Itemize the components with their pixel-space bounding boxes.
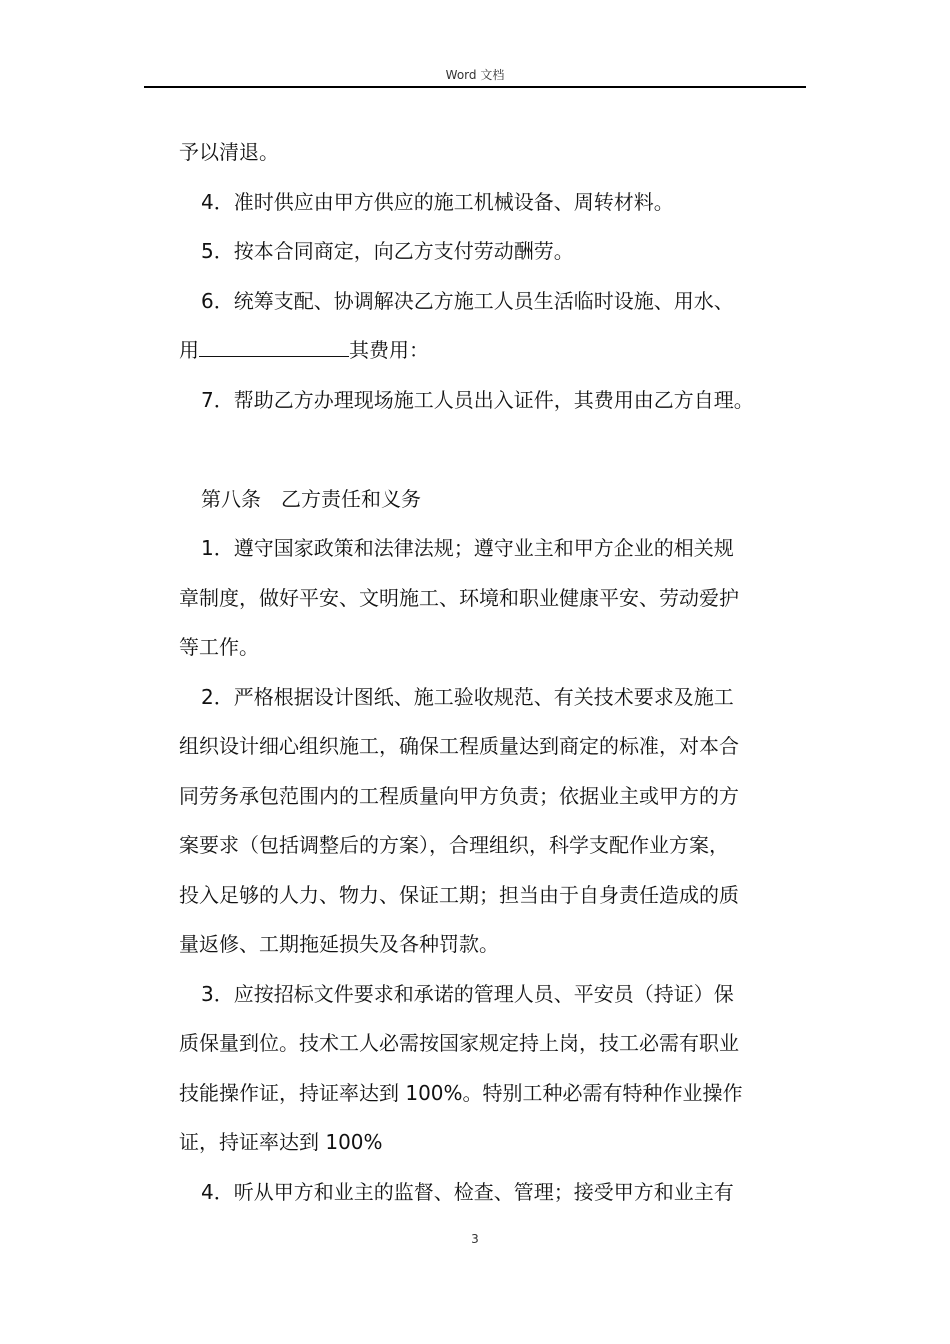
clause-3-line: 质保量到位。技术工人必需按国家规定持上岗，技工必需有职业	[179, 1031, 739, 1055]
line-suffix: 其费用：	[349, 338, 429, 362]
clause-2-line: 量返修、工期拖延损失及各种罚款。	[179, 932, 499, 956]
clause-3-line: 3．应按招标文件要求和承诺的管理人员、平安员（持证）保	[201, 981, 734, 1006]
line-prefix: 用	[179, 338, 199, 362]
text-line: 予以清退。	[179, 140, 279, 164]
clause-3-line: 技能操作证，持证率达到 100%。特别工种必需有特种作业操作	[179, 1080, 743, 1105]
page-number: 3	[471, 1232, 479, 1246]
clause-2-line: 组织设计细心组织施工，确保工程质量达到商定的标准，对本合	[179, 734, 739, 758]
list-item-7: 7．帮助乙方办理现场施工人员出入证件，其费用由乙方自理。	[201, 387, 754, 412]
clause-1-line: 1．遵守国家政策和法律法规；遵守业主和甲方企业的相关规	[201, 536, 734, 560]
clause-2-line: 2．严格根据设计图纸、施工验收规范、有关技术要求及施工	[201, 684, 734, 709]
clause-3-line: 证，持证率达到 100%	[179, 1130, 383, 1154]
clause-4-line: 4．听从甲方和业主的监督、检查、管理；接受甲方和业主有	[201, 1179, 734, 1204]
document-body	[179, 128, 809, 1217]
clause-2-line: 投入足够的人力、物力、保证工期；担当由于自身责任造成的质	[179, 882, 739, 907]
list-item-5: 5．按本合同商定，向乙方支付劳动酬劳。	[201, 239, 574, 263]
clause-1-line: 等工作。	[179, 635, 259, 659]
section-heading: 第八条 乙方责任和义务	[201, 486, 421, 511]
clause-1-line: 章制度，做好平安、文明施工、环境和职业健康平安、劳动爱护	[179, 585, 739, 610]
paragraph-spacer	[179, 425, 809, 475]
fill-in-blank	[199, 334, 349, 357]
list-item-4: 4．准时供应由甲方供应的施工机械设备、周转材料。	[201, 189, 674, 214]
clause-2-line: 同劳务承包范围内的工程质量向甲方负责；依据业主或甲方的方	[179, 783, 739, 808]
header-divider	[144, 86, 806, 88]
list-item-6-continued	[179, 326, 809, 376]
list-item-6: 6．统筹支配、协调解决乙方施工人员生活临时设施、用水、	[201, 288, 734, 313]
clause-2-line: 案要求（包括调整后的方案），合理组织，科学支配作业方案，	[179, 833, 729, 857]
page-header-title: Word 文档	[445, 68, 505, 82]
